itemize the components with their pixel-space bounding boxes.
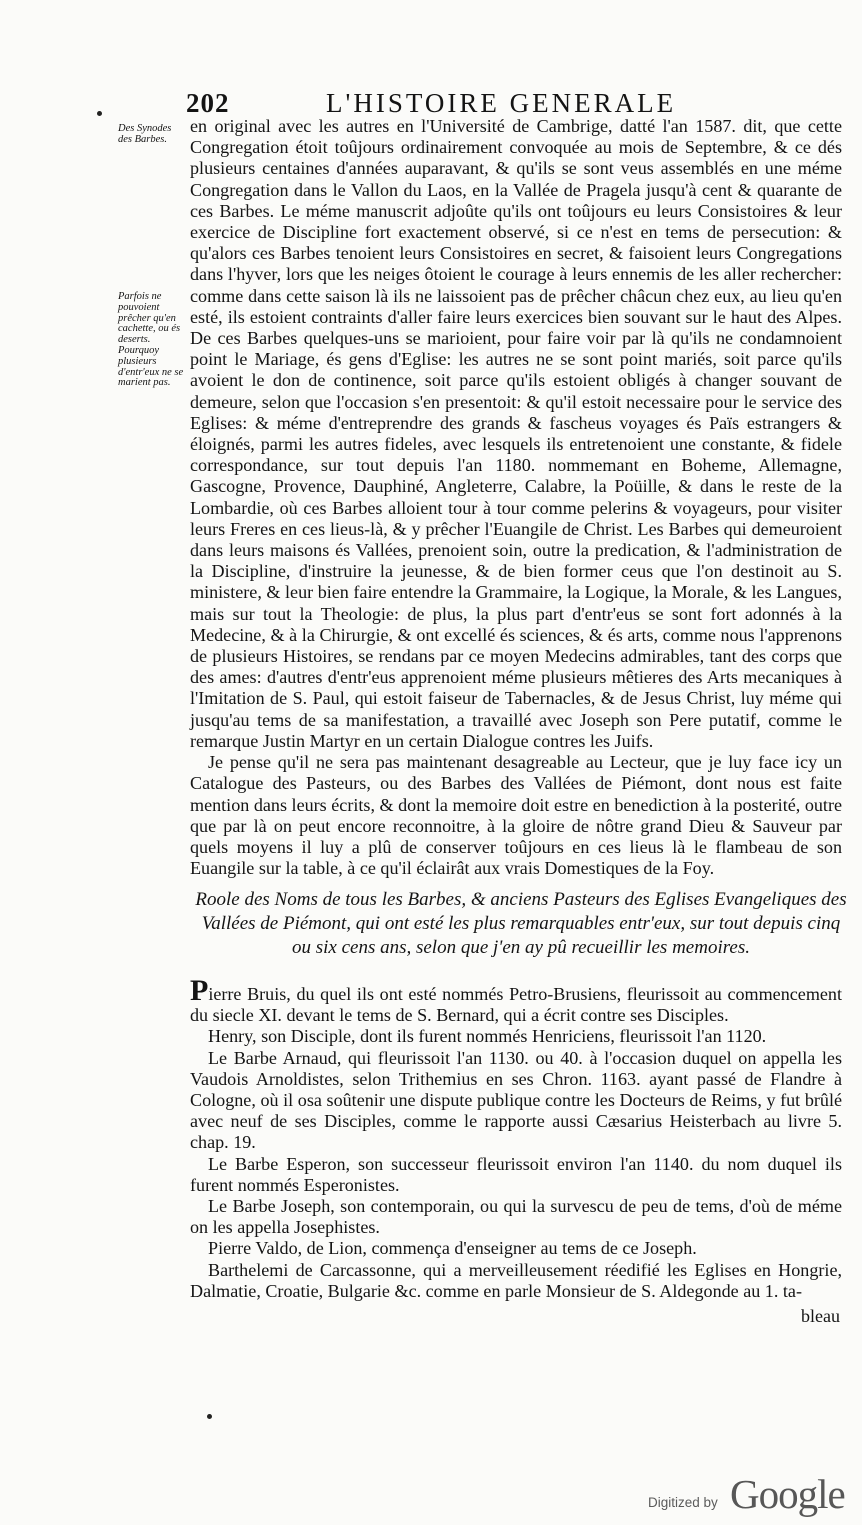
margin-note: Des Synodes des Barbes. [118,123,172,145]
list-item: Barthelemi de Carcassonne, qui a merveilleusement réedifié les Eglises en Hongrie, Dalmatie, Croatie, Bulgarie &c. comme en parle Monsieur de S. Aldegonde au 1. ta- [190,1259,842,1301]
list-item: Le Barbe Esperon, son successeur fleurissoit environ l'an 1140. du nom duquel ils furent nommés Esperonistes. [190,1153,842,1195]
ink-dot [207,1414,212,1419]
paragraph: en original avec les autres en l'Université de Cambrige, datté l'an 1587. dit, que cette Congregation étoit toûjours ordinairement convoquée au mois de Septembre, & ce dés plusieurs centaines d'années auparavant, & qu'ils se sont veus assemblés en une méme Congregation dans le Vallon du Laos, en la Vallée de Pragela jusqu'à cent & quarante de ces Barbes. Le méme manuscrit adjoûte qu'ils ont toûjours eu leurs Consistoires & leur exercice de Discipline fort exactement observé, si ce n'est en tems de persecution: & qu'alors ces Barbes tenoient leurs Consistoires en secret, & faisoient leurs Congregations dans l'hyver, lors que les neiges ôtoient le courage à leurs ennemis de les aller rechercher: comme dans cette saison là ils ne laissoient pas de prêcher châcun chez eux, au lieu qu'en esté, ils estoient contraints d'aller faire leurs exercices bien souvant sur le haut des Alpes. De ces Barbes quelques-uns se marioient, pour faire voir par là qu'ils ne condamnoient point le Mariage, és gens d'Eglise: les autres ne se sont point mariés, soit parce qu'ils avoient le don de continence, soit parce qu'ils estoient obligés à changer souvant de demeure, selon que l'occasion s'en presentoit: & qu'il estoit necessaire pour le service des Eglises: & méme d'entreprendre des grands & fascheus voyages és Païs estrangers & éloignés, parmi les autres fideles, avec lesquels ils entretenoient une constante, & fidele correspondance, sur tout depuis l'an 1180. nommemant en Boheme, Allemagne, Gascogne, Provence, Dauphiné, Angleterre, Calabre, la Poüille, & dans le reste de la Lombardie, où ces Barbes alloient tour à tour comme pelerins & voyageurs, pour visiter leurs Freres en ces lieus-là, & y prêcher l'Euangile de Christ. Les Barbes qui demeuroient dans leurs maisons és Vallées, prenoient soin, outre la predication, & l'administration de la Discipline, d'instruire la jeunesse, & de bien former ceus que l'on destinoit au S. ministere, & leur bien faire entendre la Grammaire, la Logique, la Morale, & les Langues, mais sur tout la Theologie: de plus, la plus part d'entr'eus se sont fort adonnés à la Medecine, & à la Chirurgie, & ont excellé és sciences, & és arts, comme nous l'apprenons de plusieurs Histoires, se rendans par ce moyen Medecins admirables, tant des corps que des ames: d'autres d'entr'eus apprenoient méme plusieurs mêtieres des Arts mecaniques à l'Imitation de S. Paul, qui estoit faiseur de Tabernacles, & de Jesus Christ, luy méme qui jusqu'au tems de sa manifestation, a travaillé avec Joseph son Pere putatif, comme le remarque Justin Martyr en un certain Dialogue contres les Juifs. [190,116,842,751]
pastor-list [190,974,842,1302]
list-item: Pierre Valdo, de Lion, commença d'enseigner au tems de ce Joseph. [208,1238,697,1259]
list-item-text: ierre Bruis, du quel ils ont esté nommés Petro-Brusiens, fleurissoit au commencement du siecle XI. devant le tems de S. Bernard, qui a écrit contre ses Disciples. [190,984,842,1026]
drop-cap: P [190,974,209,1007]
list-item: Le Barbe Arnaud, qui fleurissoit l'an 1130. ou 40. à l'occasion duquel on appella les Vaudois Arnoldistes, selon Trithemius en ses Chron. 1163. ayant passé de Flandre à Cologne, où il osa soûtenir une dispute publique contre les Docteurs de Reims, y fut brûlé avec neuf de ses Disciples, comme le rapporte aussi Cæsarius Heisterbach au livre 5. chap. 19. [190,1047,842,1153]
ink-dot [97,111,102,116]
page-number: 202 [186,88,230,118]
watermark-prefix: Digitized by [648,1495,718,1510]
list-item [190,974,842,1026]
digitization-watermark [648,1470,848,1516]
main-text [190,116,842,879]
running-title: L'HISTOIRE GENERALE [326,88,677,118]
list-item: Le Barbe Joseph, son contemporain, ou qui la survescu de peu de tems, d'où de méme on les appella Josephistes. [190,1196,842,1238]
section-title: Roole des Noms de tous les Barbes, & anciens Pasteurs des Eglises Evangeliques des Vallées de Piémont, qui ont esté les plus remarquables entr'eux, sur tout depuis cinq ou six cens ans, selon que j'en ay pû recueillir les memoires. [195,889,847,958]
margin-note: Parfois ne pouvoient prêcher qu'en cachette, ou és deserts. Pourquoy plusieurs d'entr'eux ne se marient pas. [118,291,184,389]
paragraph: Je pense qu'il ne sera pas maintenant desagreable au Lecteur, que je luy face icy un Catalogue des Pasteurs, ou des Barbes des Vallées de Piémont, dont nous est faite mention dans leurs écrits, & dont la memoire doit estre en benediction à la posterité, outre que par là on peut encore reconnoitre, à la gloire de nôtre grand Dieu & Sauveur par quels moyens il luy a plû de conserver toûjours en ces lieus là le flambeau de son Euangile sur la table, à ce qu'il éclairât aux vrais Domestiques de la Foy. [190,752,842,879]
catchword: bleau [801,1306,840,1326]
watermark-logo: Google [730,1471,845,1517]
list-item: Henry, son Disciple, dont ils furent nommés Henriciens, fleurissoit l'an 1120. [208,1026,767,1047]
